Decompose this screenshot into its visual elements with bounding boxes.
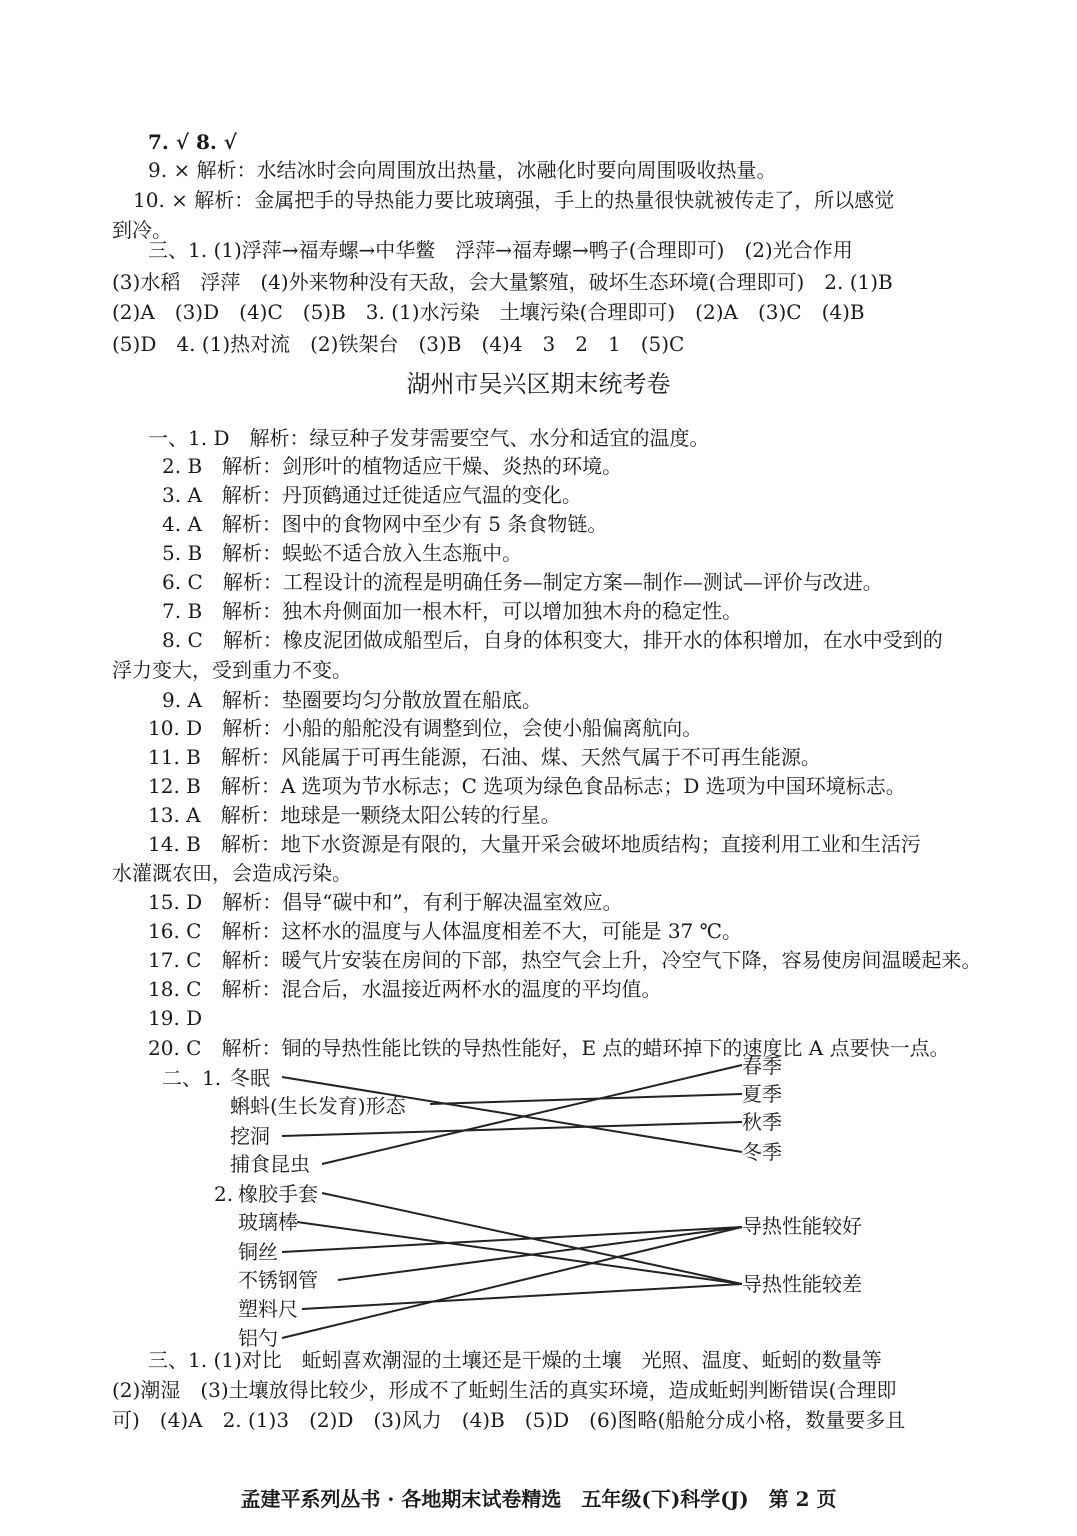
answer-item: 浮力变大，受到重力不变。 bbox=[112, 658, 352, 682]
match-right-item: 导热性能较好 bbox=[742, 1214, 862, 1238]
exam-title: 湖州市吴兴区期末统考卷 bbox=[406, 370, 671, 398]
match-right-item: 春季 bbox=[742, 1054, 782, 1078]
match-line bbox=[338, 1227, 742, 1280]
match-right-item: 秋季 bbox=[742, 1110, 782, 1134]
answer-line-bottom-1: 三、1. (1)对比 蚯蚓喜欢潮湿的土壤还是干燥的土壤 光照、温度、蚯蚓的数量等 bbox=[148, 1348, 882, 1372]
answer-item: 16. C 解析：这杯水的温度与人体温度相差不大，可能是 37 ℃。 bbox=[148, 919, 743, 943]
match-right-item: 导热性能较差 bbox=[742, 1272, 862, 1296]
answer-line-section3-4: (5)D 4. (1)热对流 (2)铁架台 (3)B (4)4 3 2 1 (5)C bbox=[112, 332, 685, 356]
match-left-item: 冬眠 bbox=[230, 1066, 270, 1090]
answer-line-10-cont: 到冷。 bbox=[112, 218, 172, 242]
answer-item: 水灌溉农田，会造成污染。 bbox=[112, 861, 352, 885]
match-left-item: 蝌蚪(生长发育)形态 bbox=[230, 1094, 406, 1118]
answer-line-10: 10. × 解析：金属把手的导热能力要比玻璃强，手上的热量很快就被传走了，所以感觉 bbox=[133, 188, 895, 212]
answer-item: 9. A 解析：垫圈要均匀分散放置在船底。 bbox=[162, 688, 542, 712]
match-right-item: 夏季 bbox=[742, 1082, 782, 1106]
answer-line-section3-1: 三、1. (1)浮萍→福寿螺→中华鳖 浮萍→福寿螺→鸭子(合理即可) (2)光合作用 bbox=[148, 238, 853, 262]
answer-line-7-8: 7. √ 8. √ bbox=[148, 130, 237, 154]
match-left-item: 捕食昆虫 bbox=[230, 1152, 310, 1176]
matching-2-prefix: 2. bbox=[214, 1182, 234, 1206]
page-footer: 孟建平系列丛书 · 各地期末试卷精选 五年级(下)科学(J) 第 2 页 bbox=[240, 1487, 837, 1511]
match-left-item: 铝勺 bbox=[238, 1326, 278, 1350]
matching-1-prefix: 二、1. bbox=[162, 1066, 222, 1090]
match-left-item: 铜丝 bbox=[238, 1240, 278, 1264]
answer-item: 7. B 解析：独木舟侧面加一根木杆，可以增加独木舟的稳定性。 bbox=[162, 599, 743, 623]
answer-item: 10. D 解析：小船的船舵没有调整到位，会使小船偏离航向。 bbox=[148, 716, 703, 740]
answer-item: 3. A 解析：丹顶鹤通过迁徙适应气温的变化。 bbox=[162, 483, 582, 507]
match-right-item: 冬季 bbox=[742, 1140, 782, 1164]
match-line bbox=[282, 1227, 742, 1252]
answer-item: 11. B 解析：风能属于可再生能源，石油、煤、天然气属于不可再生能源。 bbox=[148, 745, 821, 769]
match-line bbox=[302, 1284, 742, 1309]
match-line bbox=[282, 1122, 742, 1136]
answer-line-section3-2: (3)水稻 浮萍 (4)外来物种没有天敌，会大量繁殖，破坏生态环境(合理即可) 2. (1)B bbox=[112, 270, 893, 294]
match-left-item: 玻璃棒 bbox=[238, 1210, 298, 1234]
answer-item: 4. A 解析：图中的食物网中至少有 5 条食物链。 bbox=[162, 512, 608, 536]
match-left-item: 橡胶手套 bbox=[238, 1182, 318, 1206]
answer-item: 5. B 解析：蜈蚣不适合放入生态瓶中。 bbox=[162, 541, 523, 565]
match-left-item: 塑料尺 bbox=[238, 1297, 298, 1321]
answer-item: 8. C 解析：橡皮泥团做成船型后，自身的体积变大，排开水的体积增加，在水中受到的 bbox=[162, 628, 943, 652]
answer-item: 15. D 解析：倡导“碳中和”，有利于解决温室效应。 bbox=[148, 890, 623, 914]
answer-item: 17. C 解析：暖气片安装在房间的下部，热空气会上升，冷空气下降，容易使房间温暖起来。 bbox=[148, 948, 982, 972]
answer-item: 6. C 解析：工程设计的流程是明确任务—制定方案—制作—测试—评价与改进。 bbox=[162, 570, 883, 594]
answer-item: 13. A 解析：地球是一颗绕太阳公转的行星。 bbox=[148, 803, 561, 827]
answer-item: 2. B 解析：剑形叶的植物适应干燥、炎热的环境。 bbox=[162, 454, 623, 478]
match-left-item: 不锈钢管 bbox=[238, 1268, 318, 1292]
answer-line-bottom-2: (2)潮湿 (3)土壤放得比较少，形成不了蚯蚓生活的真实环境，造成蚯蚓判断错误(合理即 bbox=[112, 1378, 897, 1402]
answer-item: 18. C 解析：混合后，水温接近两杯水的温度的平均值。 bbox=[148, 977, 662, 1001]
answer-line-section3-3: (2)A (3)D (4)C (5)B 3. (1)水污染 土壤污染(合理即可) (2)A (3)C (4)B bbox=[112, 300, 865, 324]
answer-line-bottom-3: 可) (4)A 2. (1)3 (2)D (3)风力 (4)B (5)D (6)图略(船舱分成小格，数量要多且 bbox=[112, 1408, 906, 1432]
answer-item: 19. D bbox=[148, 1006, 203, 1030]
answer-item: 20. C 解析：铜的导热性能比铁的导热性能好，E 点的蜡环掉下的速度比 A 点要快一点。 bbox=[148, 1036, 950, 1060]
answer-item: 一、1. D 解析：绿豆种子发芽需要空气、水分和适宜的温度。 bbox=[148, 426, 710, 450]
match-left-item: 挖洞 bbox=[230, 1124, 270, 1148]
answer-line-9: 9. × 解析：水结冰时会向周围放出热量，冰融化时要向周围吸收热量。 bbox=[148, 158, 777, 182]
match-line bbox=[282, 1227, 742, 1338]
answer-item: 14. B 解析：地下水资源是有限的，大量开采会破坏地质结构；直接利用工业和生活污 bbox=[148, 832, 921, 856]
answer-item: 12. B 解析：A 选项为节水标志；C 选项为绿色食品标志；D 选项为中国环境标志。 bbox=[148, 774, 906, 798]
